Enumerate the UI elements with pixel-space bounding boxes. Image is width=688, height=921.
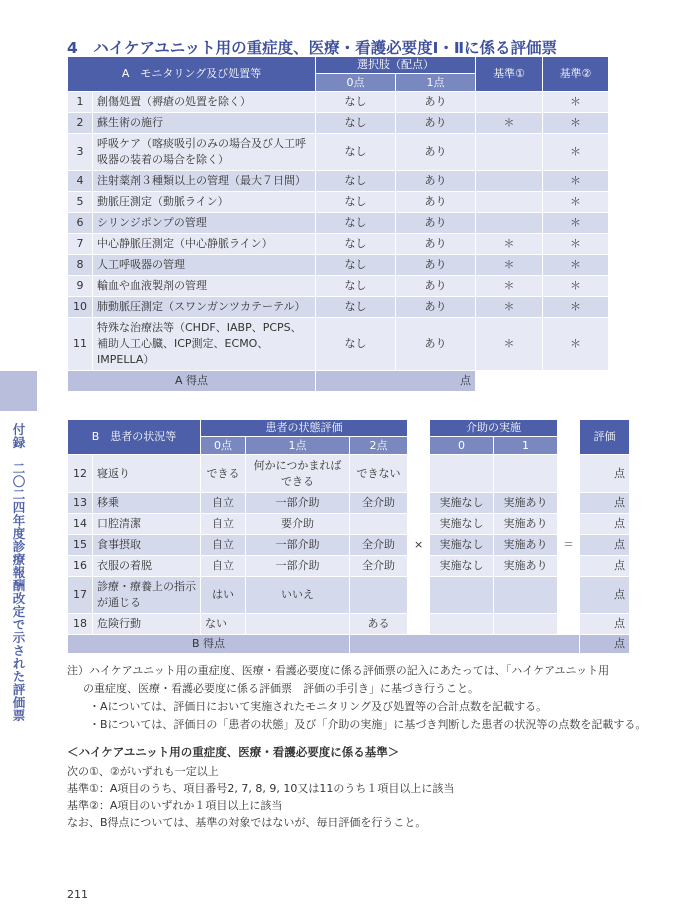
row-item: 呼吸ケア（喀痰吸引のみの場合及び人工呼吸器の装着の場合を除く）	[93, 134, 316, 171]
row-number: 15	[68, 535, 93, 556]
row-s1: 要介助	[246, 514, 350, 535]
table-b-score-value: 点	[580, 635, 630, 654]
row-a1	[494, 455, 558, 493]
row-item: 輸血や血液製剤の管理	[93, 276, 316, 297]
table-b-state-header: 患者の状態評価	[201, 420, 408, 437]
table-a-criterion2-header: 基準②	[543, 57, 609, 92]
row-number: 6	[68, 213, 93, 234]
table-row	[68, 92, 609, 113]
row-criterion2: ＊	[543, 92, 609, 113]
table-b-s2-header: 2点	[350, 437, 408, 455]
row-eval: 点	[580, 535, 630, 556]
row-s0: ない	[201, 614, 246, 635]
note-line: ・Bについては、評価日の「患者の状態」及び「介助の実施」に基づき判断した患者の状況等の点数を記載する。	[89, 718, 647, 731]
row-item: 衣服の着脱	[93, 556, 201, 577]
row-eval: 点	[580, 493, 630, 514]
row-criterion1	[476, 92, 543, 113]
table-row	[68, 514, 630, 535]
times-sign: ×	[408, 455, 430, 635]
row-criterion1: ＊	[476, 276, 543, 297]
row-item: 口腔清潔	[93, 514, 201, 535]
row-s1: 何かにつかまればできる	[246, 455, 350, 493]
equals-sign: ＝	[558, 455, 580, 635]
table-row	[68, 556, 630, 577]
row-s1: 一部介助	[246, 493, 350, 514]
row-criterion1	[476, 134, 543, 171]
row-s0: 自立	[201, 535, 246, 556]
table-a	[67, 56, 609, 392]
row-a1	[494, 577, 558, 614]
row-score1: あり	[396, 171, 476, 192]
table-a-score1-header: 1点	[396, 74, 476, 92]
row-a0: 実施なし	[430, 514, 494, 535]
row-s0: 自立	[201, 556, 246, 577]
table-row	[68, 113, 609, 134]
row-item: 特殊な治療法等（CHDF、IABP、PCPS、補助人工心臓、ICP測定、ECMO、IMPELLA）	[93, 318, 316, 371]
note-line: の重症度、医療・看護必要度に係る評価票 評価の手引き」に基づき行うこと。	[83, 682, 479, 695]
row-item: 危険行動	[93, 614, 201, 635]
criteria-heading: ＜ハイケアユニット用の重症度、医療・看護必要度に係る基準＞	[67, 745, 400, 759]
row-s2: 全介助	[350, 556, 408, 577]
table-b	[67, 419, 630, 654]
row-item: 動脈圧測定（動脈ライン）	[93, 192, 316, 213]
row-number: 1	[68, 92, 93, 113]
row-criterion2: ＊	[543, 113, 609, 134]
row-number: 2	[68, 113, 93, 134]
row-score1: あり	[396, 234, 476, 255]
row-number: 5	[68, 192, 93, 213]
row-a0: 実施なし	[430, 493, 494, 514]
row-criterion2: ＊	[543, 134, 609, 171]
table-row	[68, 192, 609, 213]
table-row	[68, 255, 609, 276]
row-a1: 実施あり	[494, 493, 558, 514]
row-score0: なし	[316, 92, 396, 113]
row-number: 3	[68, 134, 93, 171]
table-a-criterion1-header: 基準①	[476, 57, 543, 92]
row-criterion1	[476, 171, 543, 192]
row-s2: ある	[350, 614, 408, 635]
table-row	[68, 577, 630, 614]
table-b-assist-header: 介助の実施	[430, 420, 558, 437]
row-score1: あり	[396, 255, 476, 276]
row-number: 12	[68, 455, 93, 493]
row-criterion2: ＊	[543, 234, 609, 255]
row-eval: 点	[580, 556, 630, 577]
row-score0: なし	[316, 318, 396, 371]
table-row	[68, 455, 630, 493]
row-item: 創傷処置（褥瘡の処置を除く）	[93, 92, 316, 113]
row-item: 蘇生術の施行	[93, 113, 316, 134]
row-number: 18	[68, 614, 93, 635]
table-b-eval-header: 評価	[580, 420, 630, 455]
table-a-blank	[476, 371, 609, 392]
row-score0: なし	[316, 297, 396, 318]
table-row	[68, 171, 609, 192]
row-number: 8	[68, 255, 93, 276]
table-a-score-row	[68, 371, 609, 392]
table-row	[68, 213, 609, 234]
row-score0: なし	[316, 113, 396, 134]
table-a-score0-header: 0点	[316, 74, 396, 92]
row-eval: 点	[580, 577, 630, 614]
notes	[67, 662, 687, 734]
row-score1: あり	[396, 113, 476, 134]
row-score1: あり	[396, 318, 476, 371]
row-criterion1: ＊	[476, 113, 543, 134]
table-row	[68, 234, 609, 255]
table-b-a1-header: 1	[494, 437, 558, 455]
row-score0: なし	[316, 213, 396, 234]
row-criterion2: ＊	[543, 171, 609, 192]
row-s2: 全介助	[350, 535, 408, 556]
row-a0: 実施なし	[430, 556, 494, 577]
side-label: 付録 二〇二四年度診療報酬改定で示された評価票	[11, 423, 26, 722]
row-a1	[494, 614, 558, 635]
row-number: 16	[68, 556, 93, 577]
row-eval: 点	[580, 514, 630, 535]
row-criterion1	[476, 192, 543, 213]
row-score0: なし	[316, 171, 396, 192]
table-row	[68, 276, 609, 297]
row-number: 4	[68, 171, 93, 192]
row-number: 17	[68, 577, 93, 614]
table-row	[68, 535, 630, 556]
row-criterion1	[476, 213, 543, 234]
row-a0	[430, 577, 494, 614]
row-criterion2: ＊	[543, 255, 609, 276]
table-b-score-row	[68, 635, 630, 654]
row-a1: 実施あり	[494, 556, 558, 577]
table-b-s1-header: 1点	[246, 437, 350, 455]
row-criterion2: ＊	[543, 192, 609, 213]
criteria-line: 基準①：A項目のうち、項目番号2, 7, 8, 9, 10又は11のうち１項目以上に該当	[67, 782, 455, 795]
row-item: シリンジポンプの管理	[93, 213, 316, 234]
row-a0: 実施なし	[430, 535, 494, 556]
criteria-line: なお、B得点については、基準の対象ではないが、毎日評価を行うこと。	[67, 816, 427, 829]
note-line: 注）ハイケアユニット用の重症度、医療・看護必要度に係る評価票の記入にあたっては、「ハイケアユニット用	[67, 664, 610, 677]
row-s2: できない	[350, 455, 408, 493]
table-a-score-label: A 得点	[68, 371, 316, 392]
row-s0: 自立	[201, 493, 246, 514]
row-s1: 一部介助	[246, 535, 350, 556]
row-a1: 実施あり	[494, 535, 558, 556]
page-title: 4 ハイケアユニット用の重症度、医療・看護必要度Ⅰ・Ⅱに係る評価票	[67, 39, 558, 57]
table-b-a0-header: 0	[430, 437, 494, 455]
row-item: 中心静脈圧測定（中心静脈ライン）	[93, 234, 316, 255]
row-number: 14	[68, 514, 93, 535]
row-s2: 全介助	[350, 493, 408, 514]
row-item: 移乗	[93, 493, 201, 514]
row-s1: 一部介助	[246, 556, 350, 577]
row-s0: 自立	[201, 514, 246, 535]
row-criterion2: ＊	[543, 318, 609, 371]
row-criterion2: ＊	[543, 297, 609, 318]
table-b-header-title: B 患者の状況等	[68, 420, 201, 455]
row-a1: 実施あり	[494, 514, 558, 535]
table-row	[68, 297, 609, 318]
row-a0	[430, 455, 494, 493]
row-criterion1: ＊	[476, 255, 543, 276]
page-number: 211	[67, 888, 88, 901]
row-score1: あり	[396, 92, 476, 113]
table-row	[68, 493, 630, 514]
table-b-score-label: B 得点	[68, 635, 350, 654]
row-score1: あり	[396, 134, 476, 171]
row-criterion2: ＊	[543, 213, 609, 234]
row-item: 肺動脈圧測定（スワンガンツカテーテル）	[93, 297, 316, 318]
criteria-line: 基準②：A項目のいずれか１項目以上に該当	[67, 799, 283, 812]
row-score1: あり	[396, 192, 476, 213]
row-s1	[246, 614, 350, 635]
row-item: 食事摂取	[93, 535, 201, 556]
row-s0: できる	[201, 455, 246, 493]
table-b-s0-header: 0点	[201, 437, 246, 455]
table-a-options-header: 選択肢（配点）	[316, 57, 476, 74]
row-number: 9	[68, 276, 93, 297]
row-criterion1: ＊	[476, 234, 543, 255]
table-a-score-value: 点	[316, 371, 476, 392]
row-eval: 点	[580, 455, 630, 493]
row-score1: あり	[396, 213, 476, 234]
criteria-section	[67, 744, 667, 831]
table-row	[68, 318, 609, 371]
row-criterion1: ＊	[476, 297, 543, 318]
note-line: ・Aについては、評価日において実施されたモニタリング及び処置等の合計点数を記載する。	[89, 700, 548, 713]
table-a-header-title: A モニタリング及び処置等	[68, 57, 316, 92]
row-s0: はい	[201, 577, 246, 614]
row-score0: なし	[316, 234, 396, 255]
row-criterion2: ＊	[543, 276, 609, 297]
criteria-line: 次の①、②がいずれも一定以上	[67, 765, 219, 778]
row-criterion1: ＊	[476, 318, 543, 371]
table-row	[68, 614, 630, 635]
row-score1: あり	[396, 276, 476, 297]
row-number: 13	[68, 493, 93, 514]
row-score0: なし	[316, 276, 396, 297]
row-score0: なし	[316, 134, 396, 171]
row-number: 7	[68, 234, 93, 255]
row-s1: いいえ	[246, 577, 350, 614]
row-item: 診療・療養上の指示が通じる	[93, 577, 201, 614]
row-s2	[350, 577, 408, 614]
side-tab	[0, 371, 37, 411]
row-item: 人工呼吸器の管理	[93, 255, 316, 276]
row-item: 寝返り	[93, 455, 201, 493]
row-a0	[430, 614, 494, 635]
row-score0: なし	[316, 255, 396, 276]
row-number: 11	[68, 318, 93, 371]
row-eval: 点	[580, 614, 630, 635]
row-item: 注射薬剤３種類以上の管理（最大７日間）	[93, 171, 316, 192]
row-s2	[350, 514, 408, 535]
row-score1: あり	[396, 297, 476, 318]
table-row	[68, 134, 609, 171]
row-number: 10	[68, 297, 93, 318]
row-score0: なし	[316, 192, 396, 213]
